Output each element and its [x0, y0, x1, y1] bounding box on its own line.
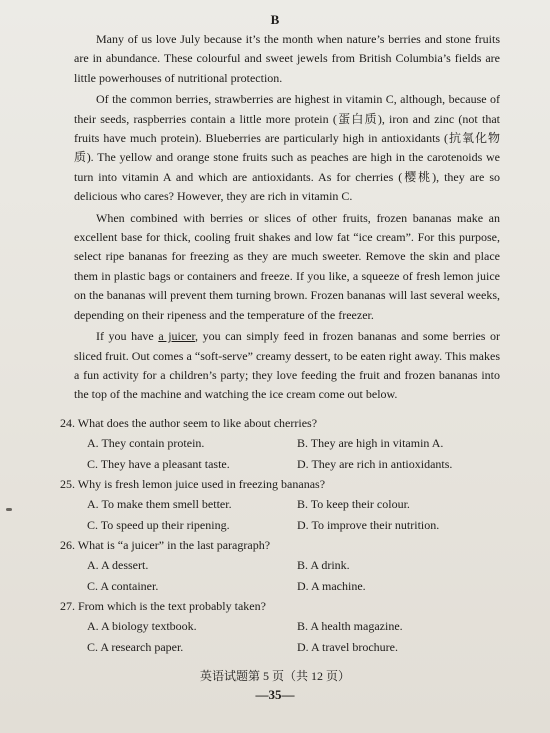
- option-row: [60, 576, 500, 597]
- option-b: B. They are high in vitamin A.: [297, 436, 444, 450]
- question-24: [60, 413, 500, 474]
- option-d: D. A machine.: [297, 578, 366, 593]
- option-row: [60, 494, 500, 515]
- option-a: A. A dessert.: [87, 558, 149, 572]
- question-list: [60, 413, 500, 657]
- question-25: [60, 474, 500, 535]
- option-c: C. A research paper.: [87, 639, 184, 654]
- passage-paragraph-2: Of the common berries, strawberries are highest in vitamin C, although, because of their seeds, raspberries contain a little more protein (蛋白质), iron and zinc (not that fruits have much protein). Blueberries are particularly high in antioxidants (抗氧化物质). The yellow and orange stone fruits such as peaches are high in the carotenoids we turn into vitamin A and which are antioxidants. As for cherries (樱桃), they are so delicious who cares? However, they are rich in vitamin C.: [74, 92, 500, 204]
- question-27: [60, 596, 500, 657]
- option-row: [60, 454, 500, 475]
- question-stem: 26. What is “a juicer” in the last paragraph?: [60, 538, 271, 552]
- option-row: [60, 515, 500, 536]
- option-c: C. A container.: [87, 578, 159, 593]
- option-b: B. To keep their colour.: [297, 497, 410, 511]
- question-stem: 24. What does the author seem to like about cherries?: [60, 416, 318, 430]
- option-b: B. A health magazine.: [297, 619, 403, 633]
- option-d: D. They are rich in antioxidants.: [297, 456, 453, 471]
- option-d: D. To improve their nutrition.: [297, 517, 440, 532]
- option-row: [60, 555, 500, 576]
- underlined-term: a juicer: [158, 329, 196, 344]
- section-heading: B: [270, 12, 280, 27]
- page-number: —35—: [255, 687, 295, 702]
- passage-paragraph-4: If you have a juicer, you can simply feed in frozen bananas and some berries or sliced fruit. Out comes a “soft-serve” creamy dessert, to be eaten right away. This makes a fun activity for a children’s party; they love feeding the fruit and frozen bananas into the top of the machine and watching the ice cream come out below.: [74, 329, 500, 402]
- passage-paragraph-3: When combined with berries or slices of other fruits, frozen bananas make an excellent base for thick, cooling fruit shakes and low fat “ice cream”. For this purpose, select ripe bananas for freezing as they are much sweeter. Remove the skin and place them in plastic bags or containers and freeze. If you like, a squeeze of fresh lemon juice on the bananas will prevent them turning brown. Frozen bananas will last several weeks, depending on their ripeness and the temperature of the freezer.: [74, 210, 500, 322]
- question-stem: 27. From which is the text probably taken?: [60, 599, 266, 613]
- margin-mark: [6, 508, 12, 511]
- option-a: A. A biology textbook.: [87, 619, 197, 633]
- option-row: [60, 637, 500, 658]
- option-c: C. To speed up their ripening.: [87, 517, 230, 532]
- option-a: A. To make them smell better.: [87, 497, 232, 511]
- option-d: D. A travel brochure.: [297, 639, 398, 654]
- passage-paragraph-1: Many of us love July because it’s the month when nature’s berries and stone fruits are in abundance. These colourful and sweet jewels from British Columbia’s fields are little powerhouses of nutritional protection.: [74, 32, 500, 85]
- option-row: [60, 433, 500, 454]
- question-26: [60, 535, 500, 596]
- reading-passage: [74, 30, 500, 407]
- option-b: B. A drink.: [297, 558, 350, 572]
- option-a: A. They contain protein.: [87, 436, 205, 450]
- question-stem: 25. Why is fresh lemon juice used in freezing bananas?: [60, 477, 326, 491]
- option-row: [60, 616, 500, 637]
- option-c: C. They have a pleasant taste.: [87, 456, 230, 471]
- page-footer-caption: 英语试题第 5 页（共 12 页）: [199, 669, 350, 683]
